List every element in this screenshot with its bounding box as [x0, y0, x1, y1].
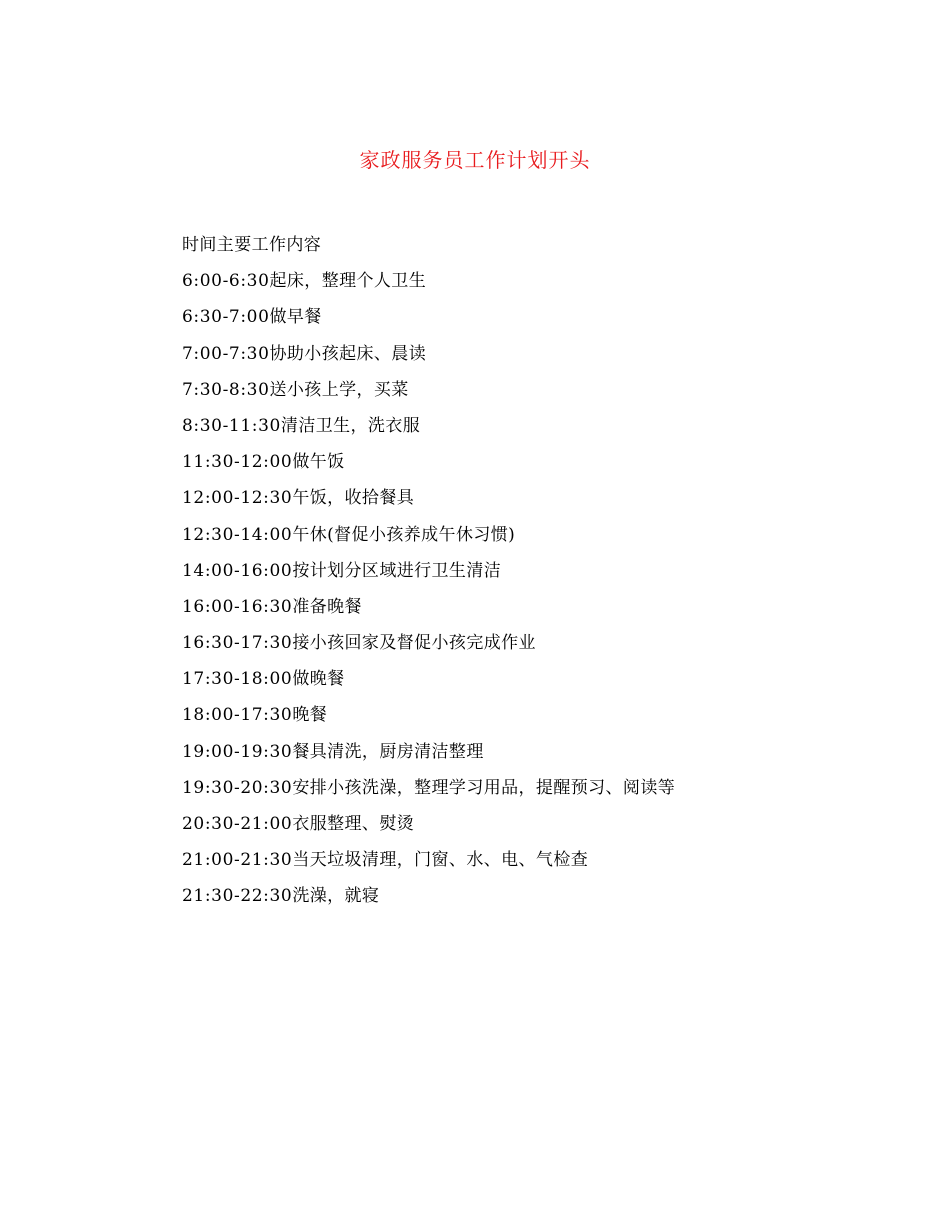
schedule-time: 6:00-6:30: [182, 271, 270, 292]
schedule-task: 午休(督促小孩养成午休习惯): [292, 524, 516, 545]
schedule-time: 21:00-21:30: [182, 850, 293, 871]
schedule-task: 清洁卫生，洗衣服: [280, 415, 421, 436]
schedule-time: 14:00-16:00: [182, 560, 293, 581]
schedule-time: 7:00-7:30: [182, 343, 270, 364]
schedule-row: [182, 846, 882, 882]
schedule-task: 接小孩回家及督促小孩完成作业: [292, 633, 536, 654]
schedule-row: [182, 412, 882, 448]
schedule-task: 做早餐: [269, 307, 322, 328]
schedule-task: 洗澡，就寝: [292, 886, 380, 907]
schedule-row: [182, 557, 882, 593]
schedule-row: [182, 484, 882, 520]
schedule-task: 安排小孩洗澡，整理学习用品，提醒预习、阅读等: [292, 777, 676, 798]
schedule-task: 起床，整理个人卫生: [269, 271, 427, 292]
schedule-time: 7:30-8:30: [182, 379, 270, 400]
schedule-time: 8:30-11:30: [182, 415, 281, 436]
schedule-content: [182, 231, 882, 919]
schedule-row: [182, 774, 882, 810]
schedule-header: 时间主要工作内容: [182, 235, 322, 255]
schedule-time: 19:30-20:30: [182, 777, 293, 798]
schedule-time: 21:30-22:30: [182, 886, 293, 907]
schedule-task: 按计划分区域进行卫生清洁: [292, 560, 502, 581]
schedule-row: [182, 701, 882, 737]
schedule-row: [182, 376, 882, 412]
schedule-task: 做晚餐: [292, 669, 345, 690]
schedule-task: 午饭，收拾餐具: [292, 488, 415, 509]
schedule-time: 17:30-18:00: [182, 669, 293, 690]
schedule-row: [182, 340, 882, 376]
schedule-task: 当天垃圾清理，门窗、水、电、气检查: [292, 850, 589, 871]
schedule-time: 11:30-12:00: [182, 452, 293, 473]
schedule-time: 19:00-19:30: [182, 741, 293, 762]
schedule-task: 准备晚餐: [292, 596, 362, 617]
schedule-time: 16:00-16:30: [182, 596, 293, 617]
schedule-row: [182, 303, 882, 339]
schedule-row: [182, 738, 882, 774]
schedule-task: 餐具清洗，厨房清洁整理: [292, 741, 484, 762]
schedule-row: [182, 629, 882, 665]
schedule-row: [182, 448, 882, 484]
schedule-time: 12:00-12:30: [182, 488, 293, 509]
schedule-list: [182, 267, 882, 918]
schedule-row: [182, 267, 882, 303]
document-title: 家政服务员工作计划开头: [359, 148, 591, 172]
schedule-time: 20:30-21:00: [182, 814, 293, 834]
schedule-row: [182, 882, 882, 918]
schedule-time: 18:00-17:30: [182, 705, 293, 726]
schedule-task: 送小孩上学，买菜: [269, 379, 409, 400]
schedule-task: 晚餐: [292, 705, 328, 726]
schedule-task: 协助小孩起床、晨读: [269, 343, 427, 364]
schedule-time: 12:30-14:00: [182, 524, 293, 545]
schedule-row: [182, 810, 882, 846]
schedule-row: [182, 665, 882, 701]
schedule-row: [182, 593, 882, 629]
schedule-time: 6:30-7:00: [182, 307, 270, 328]
schedule-task: 做午饭: [292, 452, 345, 473]
schedule-row: [182, 521, 882, 557]
schedule-task: 衣服整理、熨烫: [292, 814, 415, 834]
schedule-time: 16:30-17:30: [182, 633, 293, 654]
